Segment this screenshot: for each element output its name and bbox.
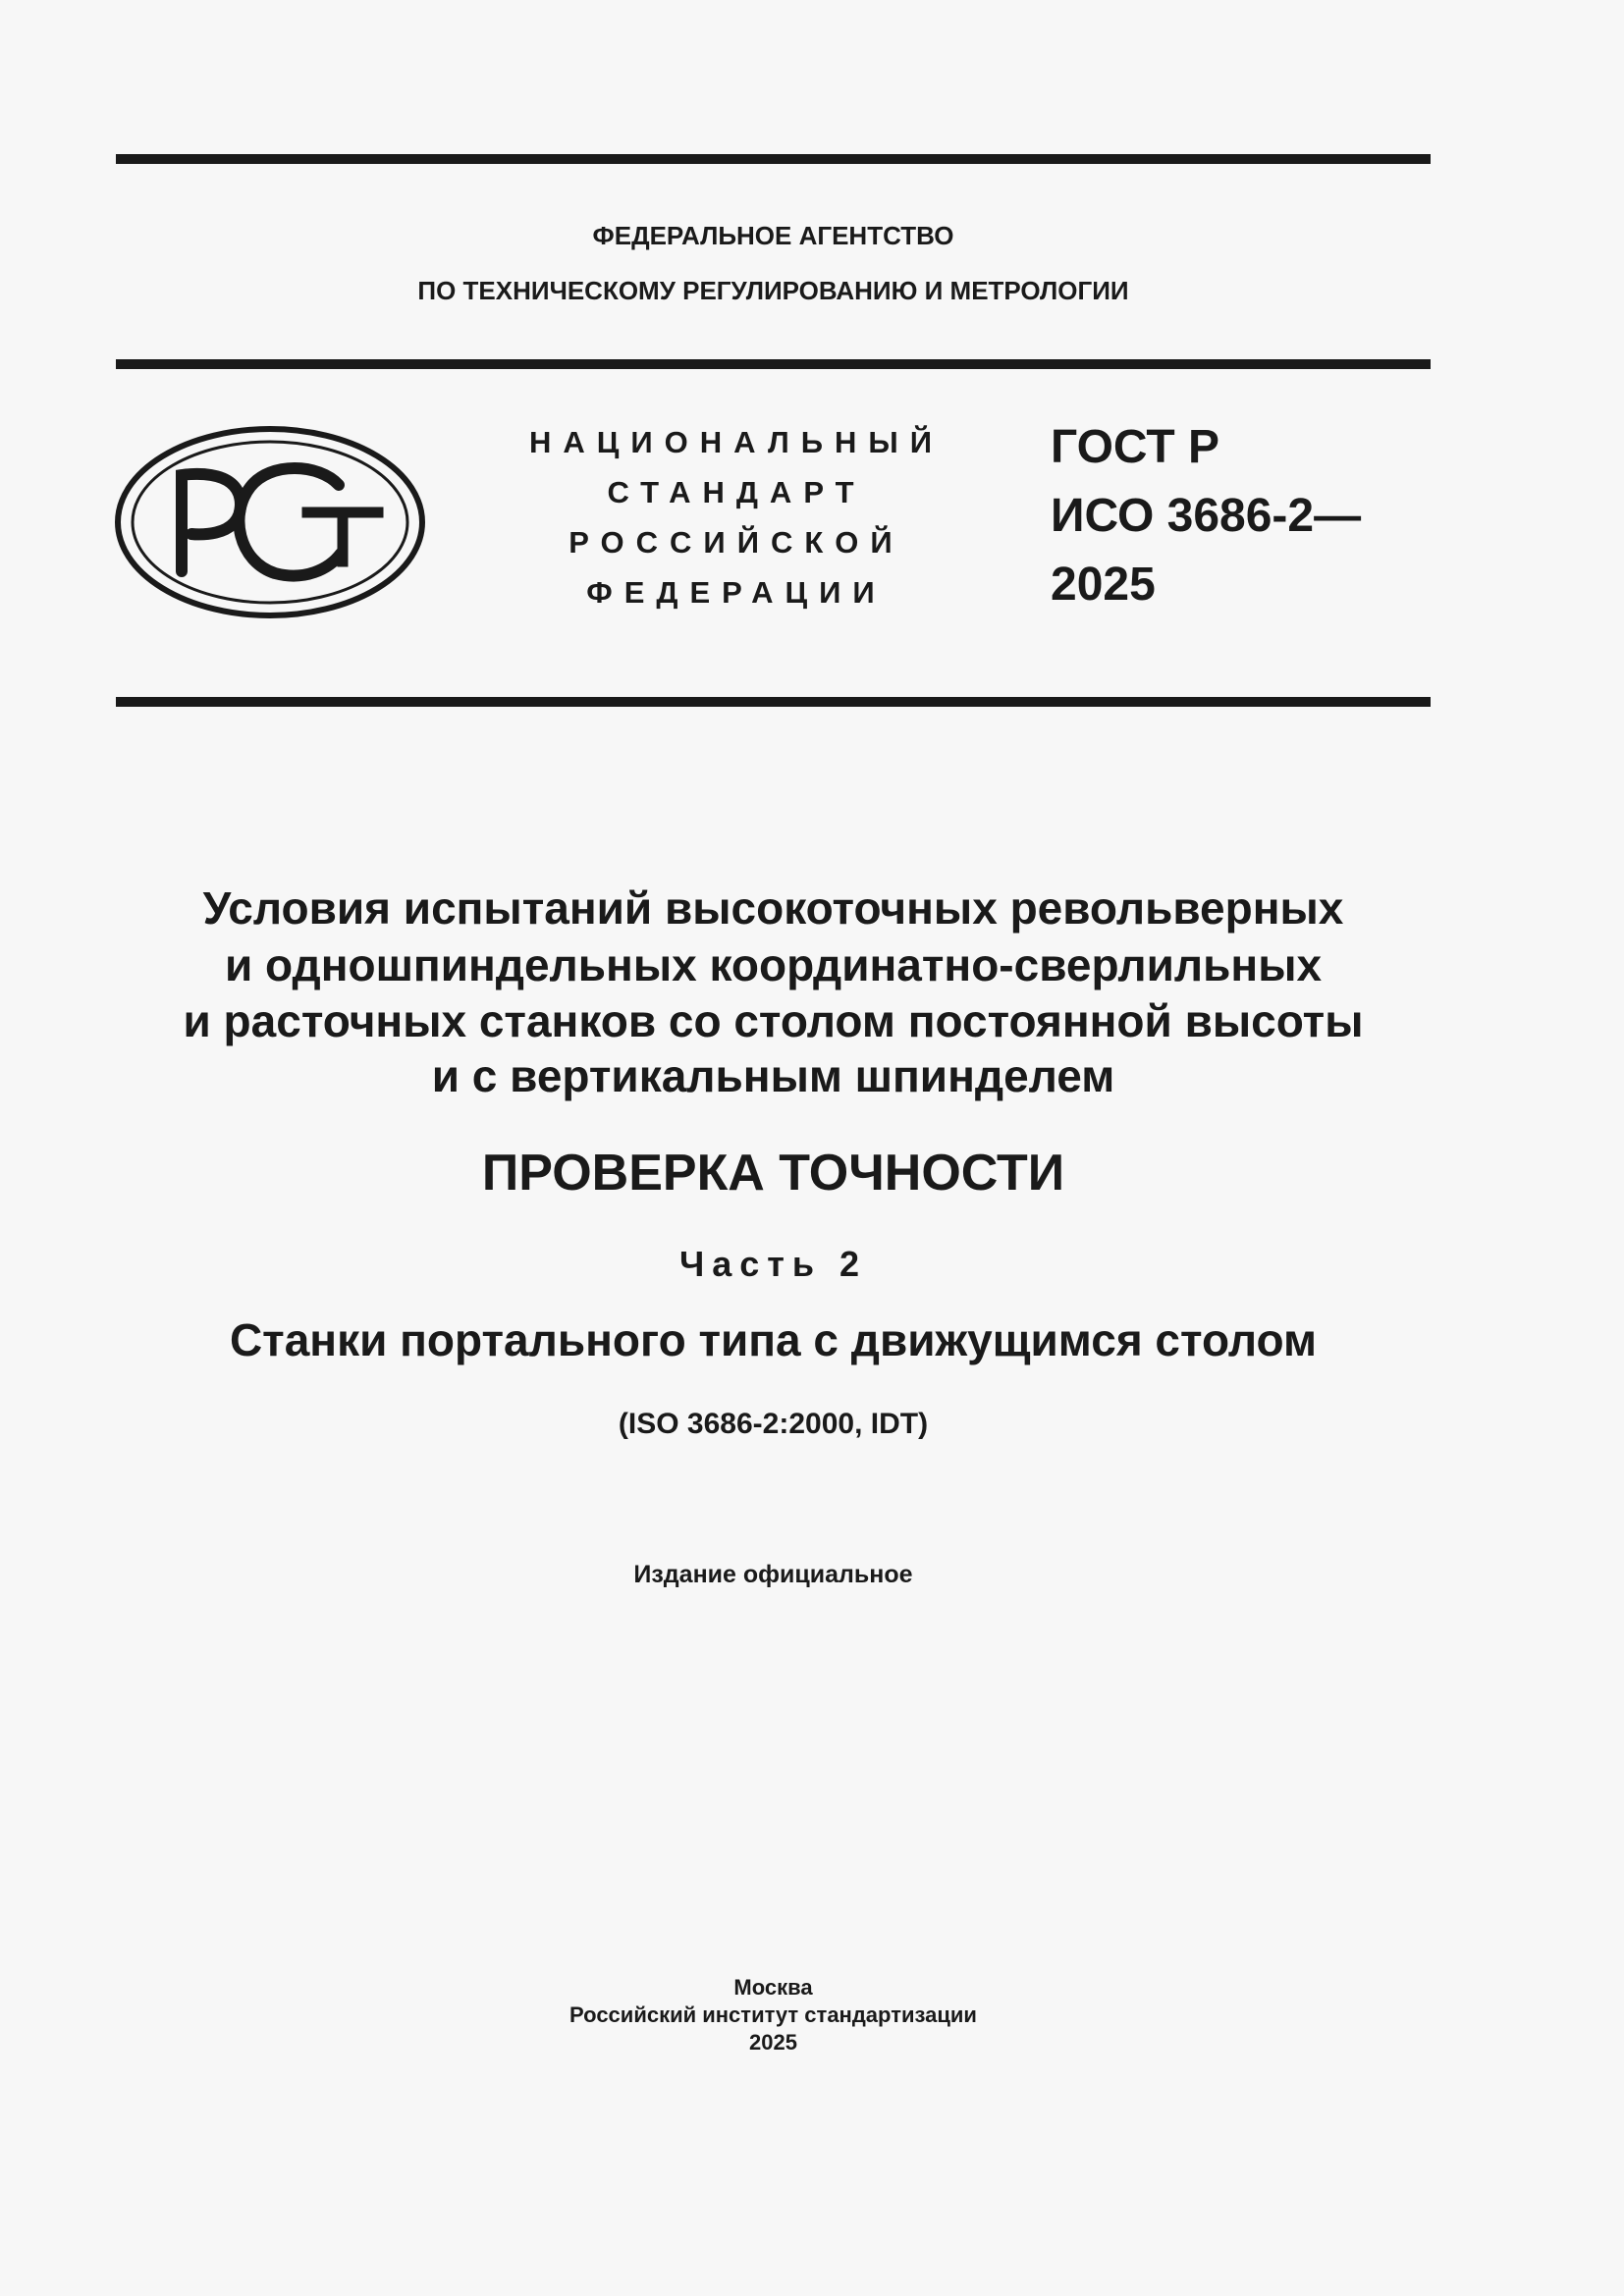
imprint-city: Москва	[733, 1975, 813, 2000]
document-title-line-4: и с вертикальным шпинделем	[431, 1050, 1115, 1101]
national-standard-line-2: СТАНДАРТ	[607, 475, 866, 509]
edition-label: Издание официальное	[633, 1561, 913, 1588]
document-title-line-2: и одношпиндельных координатно-сверлильных	[224, 939, 1323, 990]
document-title-line-3: и расточных станков со столом постоянной высоты	[183, 995, 1364, 1046]
designation-line-1: ГОСТ Р	[1051, 421, 1220, 473]
top-rule	[116, 154, 1431, 164]
agency-name-line-2: ПО ТЕХНИЧЕСКОМУ РЕГУЛИРОВАНИЮ И МЕТРОЛОГИИ	[417, 276, 1129, 305]
rst-certification-mark-icon	[113, 424, 427, 620]
middle-rule	[116, 359, 1431, 369]
part-number: Часть 2	[678, 1244, 868, 1284]
imprint-publisher: Российский институт стандартизации	[569, 2002, 977, 2027]
imprint-year: 2025	[749, 2030, 797, 2055]
document-title-line-1: Условия испытаний высокоточных револьверных	[202, 882, 1344, 934]
document-subtitle: ПРОВЕРКА ТОЧНОСТИ	[481, 1145, 1065, 1201]
designation-line-3: 2025	[1051, 559, 1156, 611]
header-bottom-rule	[116, 697, 1431, 707]
designation-line-2: ИСО 3686-2—	[1051, 490, 1362, 542]
national-standard-line-3: РОССИЙСКОЙ	[568, 525, 904, 560]
national-standard-line-4: ФЕДЕРАЦИИ	[586, 575, 887, 610]
iso-reference: (ISO 3686-2:2000, IDT)	[618, 1408, 929, 1440]
part-title: Станки портального типа с движущимся столом	[229, 1314, 1318, 1365]
agency-name-line-1: ФЕДЕРАЛЬНОЕ АГЕНТСТВО	[592, 221, 954, 250]
national-standard-line-1: НАЦИОНАЛЬНЫЙ	[528, 425, 945, 459]
